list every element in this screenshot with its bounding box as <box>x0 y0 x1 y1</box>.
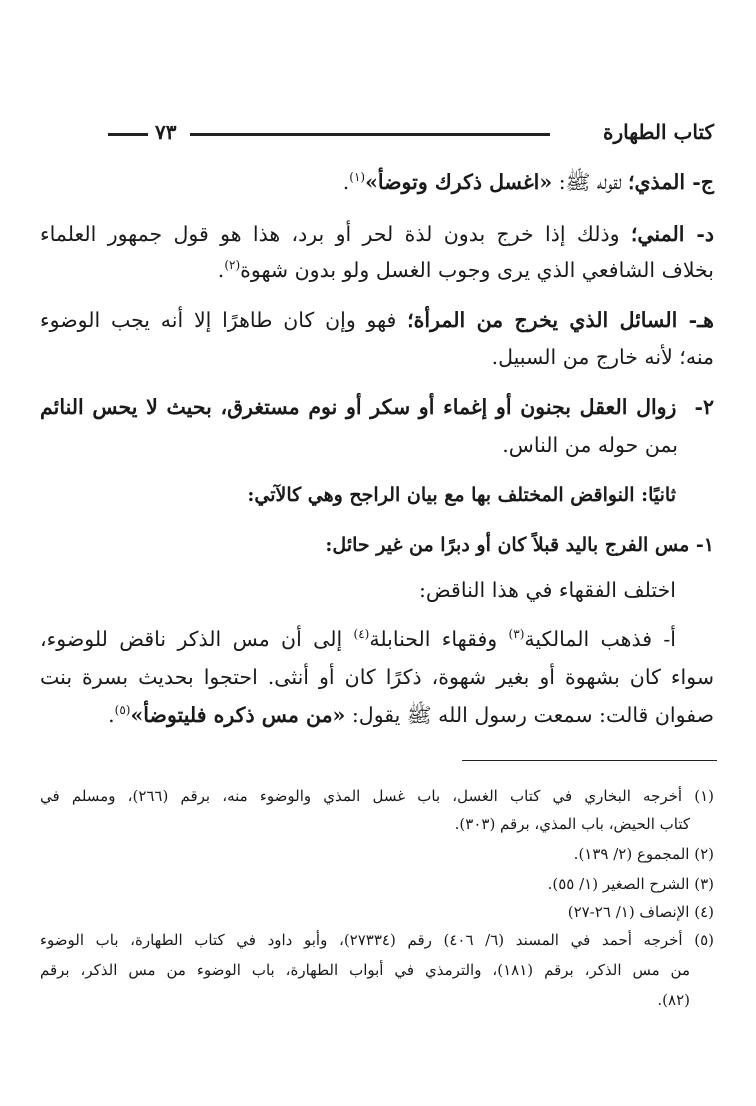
punctuation: . <box>108 703 115 727</box>
footnote-ref: (٣) <box>508 627 525 642</box>
paragraph-aql-line1 <box>40 390 714 424</box>
footnote-5-line1: (٥) أخرجه أحمد في المسند (٦/ ٤٠٦) رقم (٢٧٣٣٤)، وأبو داود في كتاب الطهارة، باب الوضوء <box>40 931 714 949</box>
footnote-ref: (٢) <box>224 258 241 273</box>
paragraph-text: لقوله ﷺ: <box>552 170 628 194</box>
punctuation: . <box>342 170 350 194</box>
paragraph-aql-line2: بمن حوله من الناس. <box>502 433 678 457</box>
hadith-quote: «اغسل ذكرك وتوضأ» <box>365 170 553 194</box>
paragraph-malikiyya-line2: سواء كان بشهوة أو بغير شهوة، ذكرًا كان أو أنثى. احتجوا بحديث بسرة بنت <box>40 665 714 689</box>
paragraph-text: بخلاف الشافعي الذي يرى وجوب الغسل ولو بدون شهوة <box>240 258 714 282</box>
footnote-5-line3: (٨٢). <box>657 991 690 1009</box>
footnote-ref: (٤) <box>353 627 370 642</box>
header-rule <box>190 133 550 136</box>
footnote-5-line2: من مس الذكر، برقم (١٨١)، والترمذي في أبواب الطهارة، باب الوضوء من مس الذكر، برقم <box>40 961 691 979</box>
paragraph-text: وذلك إذا خرج بدون لذة لحر أو برد، هذا هو قول جمهور العلماء <box>40 222 631 246</box>
footnote-2: (٢) المجموع (٢/ ١٣٩). <box>573 845 714 863</box>
footnote-ref: (١) <box>349 170 366 185</box>
hadith-quote: «من مس ذكره فليتوضأ» <box>130 703 346 727</box>
paragraph-malikiyya-line3 <box>108 698 714 732</box>
paragraph-maniy-line2 <box>218 253 714 287</box>
footnote-3: (٣) الشرح الصغير (١/ ٥٥). <box>547 875 714 893</box>
item-lead: ج- المذي؛ <box>628 170 714 194</box>
page-number: ٧٣ <box>155 120 177 144</box>
item-lead: د- المني؛ <box>630 222 714 246</box>
paragraph-sail-line1 <box>40 303 714 337</box>
paragraph-text: أ- فذهب المالكية <box>524 627 676 651</box>
footnote-1-line2: كتاب الحيض، باب المذي، برقم (٣٠٣). <box>454 815 690 833</box>
paragraph-text: فهو وإن كان طاهرًا إلا أنه يجب الوضوء <box>40 308 408 332</box>
subsection-heading: ١- مس الفرج باليد قبلاً كان أو دبرًا من غير حائل: <box>325 534 714 556</box>
footnote-ref: (٥) <box>114 703 131 718</box>
paragraph-madhy <box>343 165 714 199</box>
paragraph-malikiyya-line1 <box>40 622 676 656</box>
item-number: ٢- <box>694 395 714 419</box>
paragraph-intro: اختلف الفقهاء في هذا الناقض: <box>419 578 676 602</box>
footnote-4: (٤) الإنصاف (١/ ٢٦-٢٧) <box>567 903 714 921</box>
paragraph-text: زوال العقل بجنون أو إغماء أو سكر أو نوم مستغرق، بحيث لا يحس النائم <box>40 395 677 419</box>
paragraph-maniy-line1 <box>40 217 714 251</box>
section-heading: ثانيًا: النواقض المختلف بها مع بيان الراجح وهي كالآتي: <box>247 484 676 506</box>
paragraph-text: صفوان قالت: سمعت رسول الله ﷺ يقول: <box>345 703 714 727</box>
punctuation: . <box>217 258 225 282</box>
footnote-separator <box>462 760 717 761</box>
paragraph-text: وفقهاء الحنابلة <box>369 627 509 651</box>
header-rule-short <box>108 133 148 136</box>
paragraph-text: إلى أن مس الذكر ناقض للوضوء، <box>40 627 354 651</box>
running-header-title: كتاب الطهارة <box>603 120 714 144</box>
footnote-1-line1: (١) أخرجه البخاري في كتاب الغسل، باب غسل المذي والوضوء منه، برقم (٢٦٦)، ومسلم في <box>40 787 714 805</box>
paragraph-sail-line2: منه؛ لأنه خارج من السبيل. <box>491 345 714 369</box>
item-lead: هـ- السائل الذي يخرج من المرأة؛ <box>407 308 714 332</box>
